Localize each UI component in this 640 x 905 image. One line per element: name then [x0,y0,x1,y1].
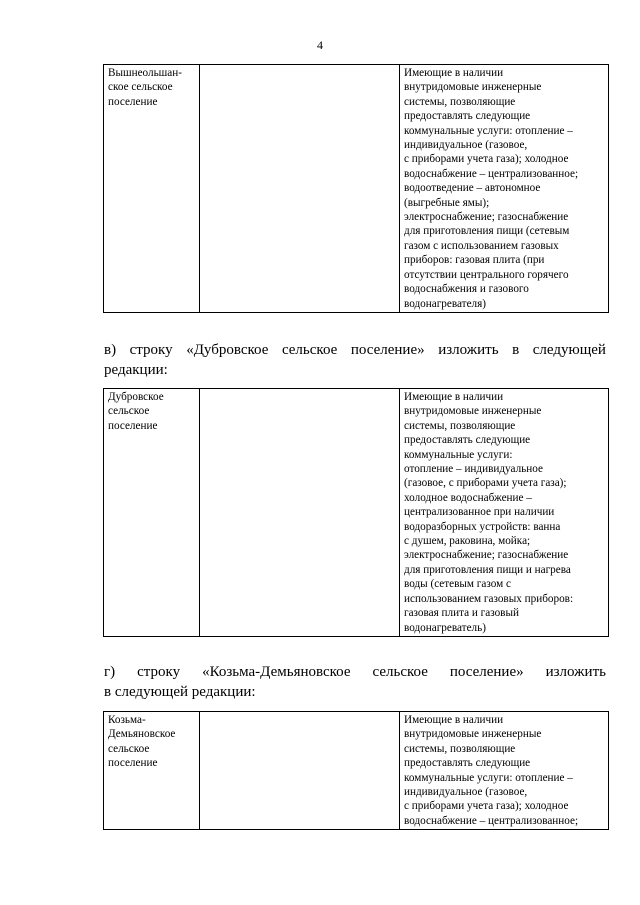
table-row [104,65,609,313]
description-line: Имеющие в наличии [404,391,504,403]
empty-middle-cell [200,712,400,830]
description-line: холодное водоснабжение – [404,491,532,504]
description-line: водонагреватель) [404,621,486,634]
description-line: водоразборных устройств: ванна [404,520,561,533]
table-row [104,712,609,830]
description-line: водоснабжение – централизованное; [404,167,579,180]
settlement-name-line: поселение [108,95,158,108]
paragraph-word: в [512,342,520,358]
description-line: газовая плита и газовый [404,607,519,620]
paragraph-word: поселение» [449,664,524,680]
paragraph-word: следующей [532,342,606,358]
empty-middle-cell [200,65,400,313]
description-line: газом с использованием газовых [404,239,559,252]
description-line: системы, позволяющие [404,95,516,108]
description-line: внутридомовые инженерные [404,405,542,418]
paragraph-word: «Дубровское [186,342,269,358]
paragraph-line: в следующей редакции: [104,684,256,700]
description-line: для приготовления пищи и нагрева [404,563,571,576]
paragraph-word: сельское [281,342,338,358]
paragraph-word: г) [104,664,116,680]
settlement-name-cell [104,712,200,830]
description-line: приборов: газовая плита (при [404,254,545,267]
description-line: электроснабжение; газоснабжение [404,549,569,562]
description-cell [400,65,609,313]
settlement-table-dubrovskoe [103,388,609,637]
paragraph-word: в) [104,342,117,358]
description-line: Имеющие в наличии [404,714,504,726]
description-line: централизованное при наличии [404,506,555,519]
description-line: коммунальные услуги: отопление – [404,124,573,137]
description-cell [400,712,609,830]
paragraph-word: строку [137,664,181,680]
amendment-paragraph-g [104,662,606,702]
description-line: с приборами учета газа); холодное [404,153,569,166]
description-line: Имеющие в наличии [404,67,504,79]
paragraph-line [104,340,606,360]
description-line: водонагревателя) [404,297,486,310]
settlement-name-line: Демьяновское [108,728,176,741]
settlement-name-line: ское сельское [108,81,173,94]
description-line: индивидуальное (газовое, [404,139,528,152]
paragraph-line [104,662,606,682]
settlement-table-kozma-demyanovskoe [103,711,609,830]
description-line: предоставлять следующие [404,110,531,123]
description-line: (газовое, с приборами учета газа); [404,477,567,490]
settlement-name-line: Дубровское [108,391,164,403]
settlement-table-vyshneolshanskoe [103,64,609,313]
description-line: индивидуальное (газовое, [404,786,528,799]
settlement-name-line: Вышнеольшан- [108,67,182,79]
description-line: водоотведение – автономное [404,182,541,195]
description-line: отопление – индивидуальное [404,463,543,476]
description-line: с приборами учета газа); холодное [404,800,569,813]
paragraph-word: поселение» [350,342,425,358]
settlement-name-cell [104,65,200,313]
description-line: использованием газовых приборов: [404,592,574,605]
empty-middle-cell [200,389,400,637]
paragraph-word: изложить [545,664,606,680]
settlement-name-line: сельское [108,405,150,418]
paragraph-word: изложить [438,342,499,358]
amendment-paragraph-v [104,340,606,380]
description-line: водоснабжения и газового [404,283,529,296]
description-line: системы, позволяющие [404,742,516,755]
description-line: (выгребные ямы); [404,196,490,209]
description-line: внутридомовые инженерные [404,81,542,94]
paragraph-word: строку [129,342,173,358]
description-line: водоснабжение – централизованное; [404,814,579,827]
description-line: коммунальные услуги: [404,448,513,461]
paragraph-word: «Козьма-Демьяновское [202,664,351,680]
description-line: воды (сетевым газом с [404,578,511,591]
paragraph-line: редакции: [104,362,168,378]
page-number: 4 [317,38,323,52]
settlement-name-line: поселение [108,419,158,432]
settlement-name-line: Козьма- [108,714,146,726]
settlement-name-line: сельское [108,742,150,755]
settlement-name-line: поселение [108,757,158,770]
paragraph-word: сельское [372,664,428,680]
description-line: внутридомовые инженерные [404,728,542,741]
description-line: предоставлять следующие [404,434,531,447]
settlement-name-cell [104,389,200,637]
table-row [104,389,609,637]
description-cell [400,389,609,637]
description-line: для приготовления пищи (сетевым [404,225,570,238]
description-line: электроснабжение; газоснабжение [404,211,569,224]
description-line: коммунальные услуги: отопление – [404,771,573,784]
description-line: с душем, раковина, мойка; [404,535,531,548]
description-line: системы, позволяющие [404,419,516,432]
description-line: отсутствии центрального горячего [404,268,569,281]
description-line: предоставлять следующие [404,757,531,770]
